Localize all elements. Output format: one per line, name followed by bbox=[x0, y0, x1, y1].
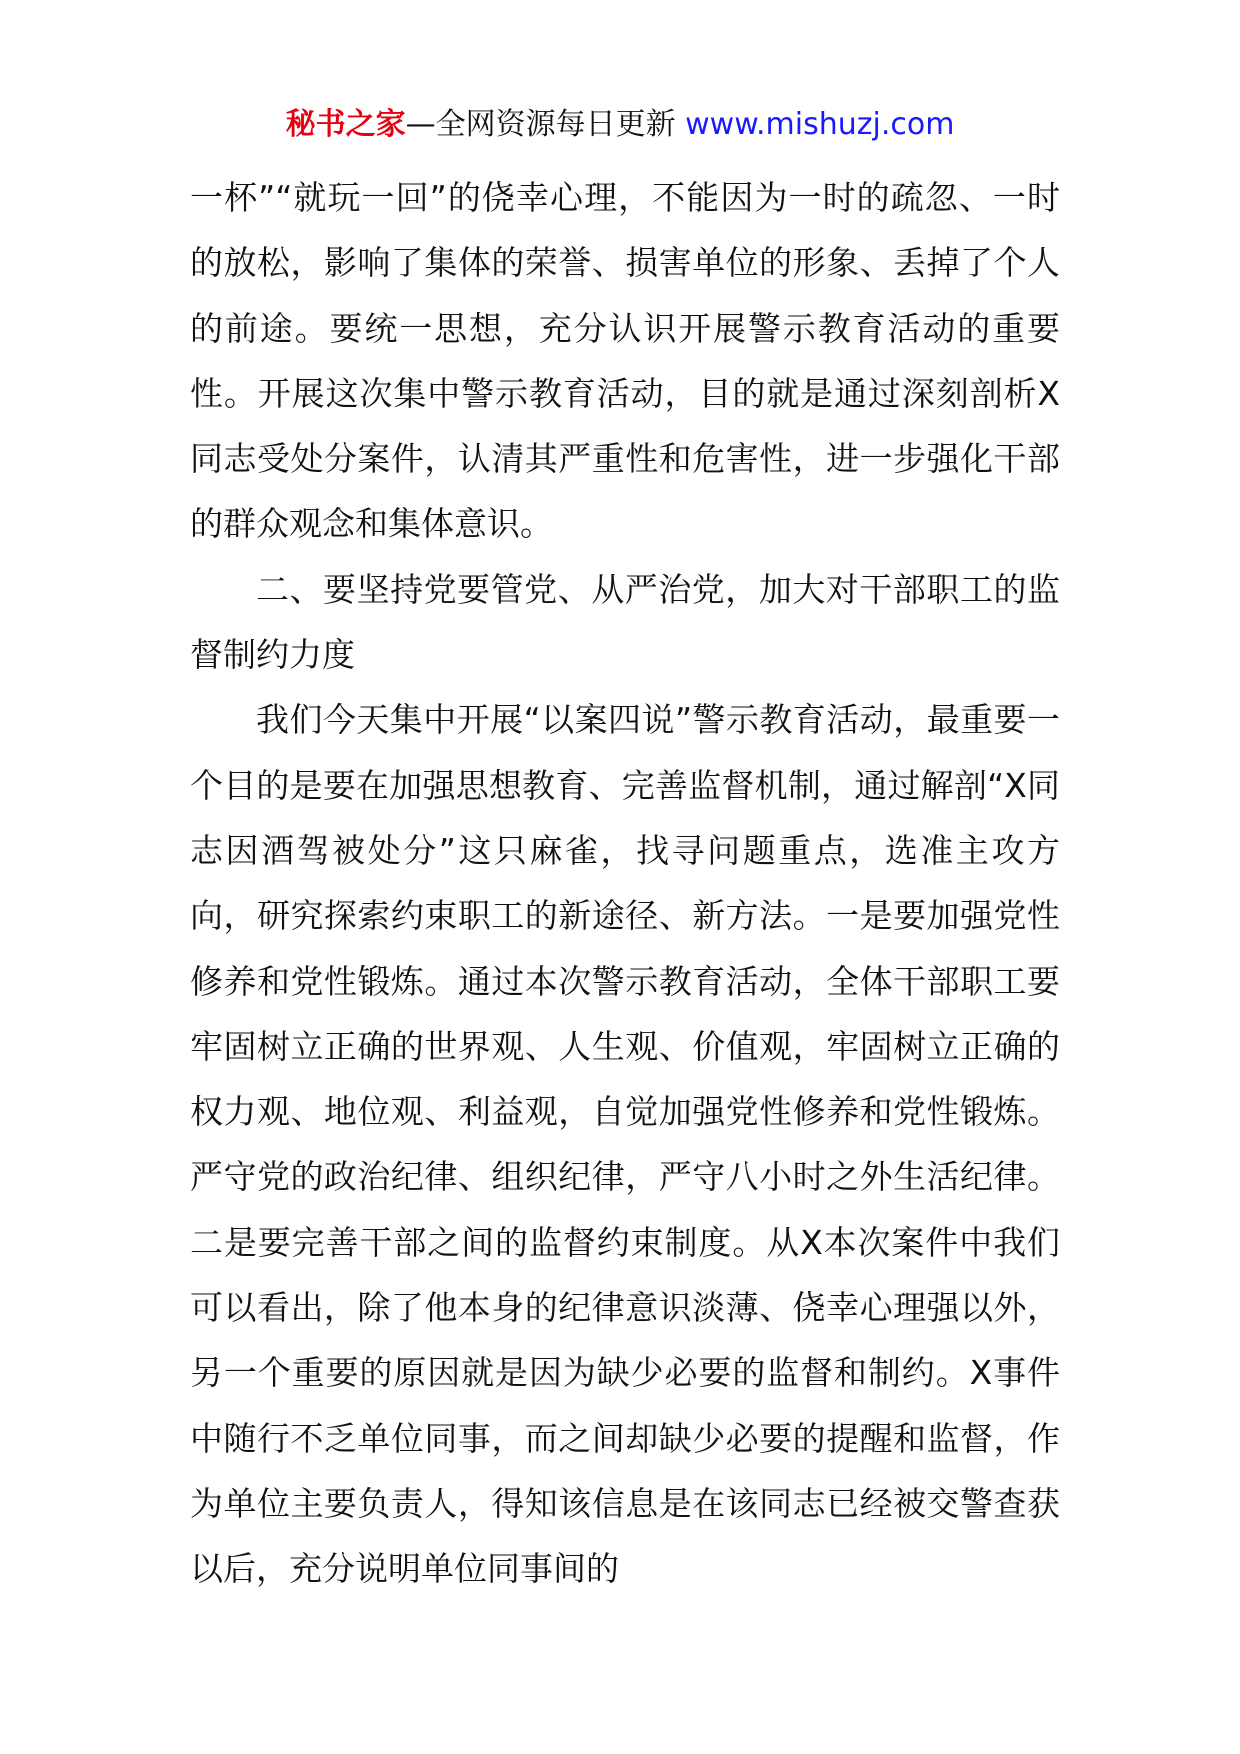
site-header bbox=[0, 100, 1240, 150]
paragraph-continued: 一杯”“就玩一回”的侥幸心理，不能因为一时的疏忽、一时的放松，影响了集体的荣誉、损害单位的形象、丢掉了个人的前途。要统一思想，充分认识开展警示教育活动的重要性。开展这次集中警示教育活动，目的就是通过深刻剖析X同志受处分案件，认清其严重性和危害性，进一步强化干部的群众观念和集体意识。 bbox=[190, 178, 1060, 544]
site-tagline: —全网资源每日更新 bbox=[405, 107, 686, 142]
site-url: www.mishuzj.com bbox=[685, 107, 955, 142]
site-brand: 秘书之家 bbox=[285, 107, 406, 142]
paragraph: 我们今天集中开展“以案四说”警示教育活动，最重要一个目的是要在加强思想教育、完善监督机制，通过解剖“X同志因酒驾被处分”这只麻雀，找寻问题重点，选准主攻方向，研究探索约束职工的新途径、新方法。一是要加强党性修养和党性锻炼。通过本次警示教育活动，全体干部职工要牢固树立正确的世界观、人生观、价值观，牢固树立正确的权力观、地位观、利益观，自觉加强党性修养和党性锻炼。严守党的政治纪律、组织纪律，严守八小时之外生活纪律。二是要完善干部之间的监督约束制度。从X本次案件中我们可以看出，除了他本身的纪律意识淡薄、侥幸心理强以外，另一个重要的原因就是因为缺少必要的监督和制约。X事件中随行不乏单位同事，而之间却缺少必要的提醒和监督，作为单位主要负责人，得知该信息是在该同志已经被交警查获以后，充分说明单位同事间的 bbox=[190, 700, 1060, 1589]
document-body bbox=[190, 165, 1060, 1602]
section-heading: 二、要坚持党要管党、从严治党，加大对干部职工的监督制约力度 bbox=[190, 569, 1060, 675]
